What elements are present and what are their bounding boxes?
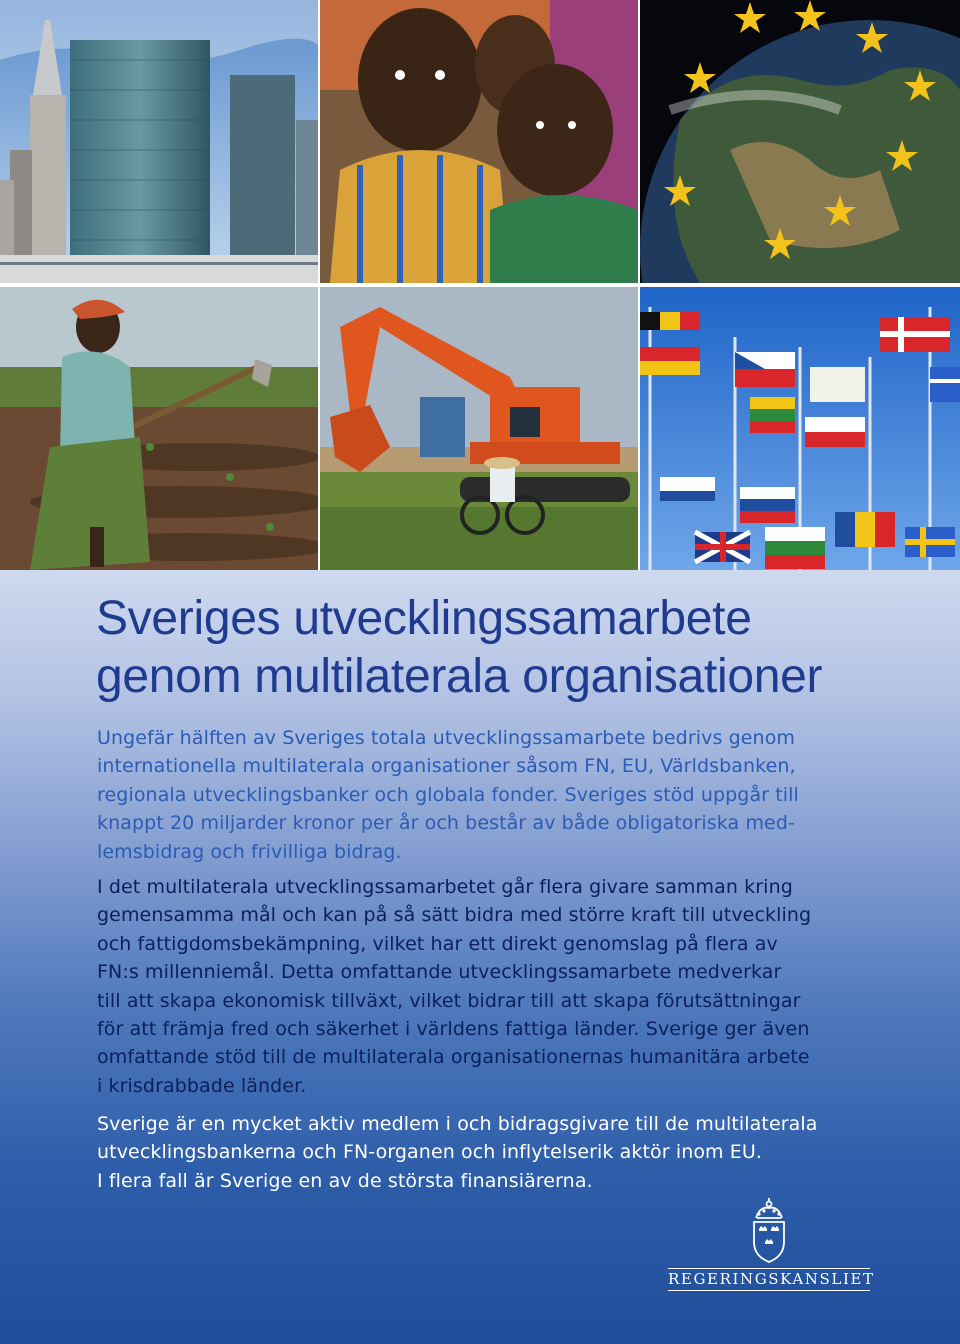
text-line: I det multilaterala utvecklingssamarbetet går flera givare samman kring xyxy=(97,876,793,898)
intro-paragraph xyxy=(97,724,887,866)
text-line: för att främja fred och säkerhet i världens fattiga länder. Sverige ger även xyxy=(97,1018,810,1041)
page-title xyxy=(96,590,916,706)
eu-flags-photo xyxy=(640,287,960,570)
text-line: Sverige är en mycket aktiv medlem i och bidragsgivare till de multilaterala xyxy=(97,1113,818,1135)
title-line-1: Sveriges utvecklingssamarbete xyxy=(96,592,752,645)
text-line: lemsbidrag och frivilliga bidrag. xyxy=(97,840,402,863)
body-paragraph xyxy=(97,873,887,1100)
text-line: knappt 20 miljarder kronor per år och består av både obligatoriska med- xyxy=(97,812,795,835)
logo-top-rule xyxy=(668,1268,870,1269)
text-line: utvecklingsbankerna och FN-organen och inflytelserik aktör inom EU. xyxy=(97,1141,763,1164)
african-children-photo xyxy=(320,0,638,283)
title-line-2: genom multilaterala organisationer xyxy=(96,650,823,703)
farmer-with-hoe-photo xyxy=(0,287,318,570)
text-line: till att skapa ekonomisk tillväxt, vilket bidrar till att skapa förutsättningar xyxy=(97,989,801,1012)
logo-text: REGERINGSKANSLIET xyxy=(668,1270,875,1288)
text-line: i krisdrabbade länder. xyxy=(97,1074,307,1097)
text-line: I flera fall är Sverige en av de största finansiärerna. xyxy=(97,1169,593,1192)
text-line: omfattande stöd till de multilaterala organisationernas humanitära arbete xyxy=(97,1046,810,1069)
europe-globe-eu-stars-photo xyxy=(640,0,960,283)
un-headquarters-photo xyxy=(0,0,318,283)
text-line: Ungefär hälften av Sveriges totala utvecklingssamarbete bedrivs genom xyxy=(97,727,796,749)
regeringskansliet-logo xyxy=(668,1198,875,1294)
text-line: internationella multilaterala organisationer såsom FN, EU, Världsbanken, xyxy=(97,755,796,778)
text-line: gemensamma mål och kan på så sätt bidra med större kraft till utveckling xyxy=(97,904,812,927)
text-line: och fattigdomsbekämpning, vilket har ett direkt genomslag på flera av xyxy=(97,932,778,955)
closing-paragraph xyxy=(97,1110,887,1195)
excavator-construction-photo xyxy=(320,287,638,570)
text-line: FN:s millenniemål. Detta omfattande utvecklingssamarbete medverkar xyxy=(97,961,782,984)
text-line: regionala utvecklingsbanker och globala fonder. Sveriges stöd uppgår till xyxy=(97,783,799,806)
crown-three-crowns-shield-icon xyxy=(668,1198,870,1264)
logo-bottom-rule xyxy=(668,1290,870,1291)
photo-grid xyxy=(0,0,960,570)
